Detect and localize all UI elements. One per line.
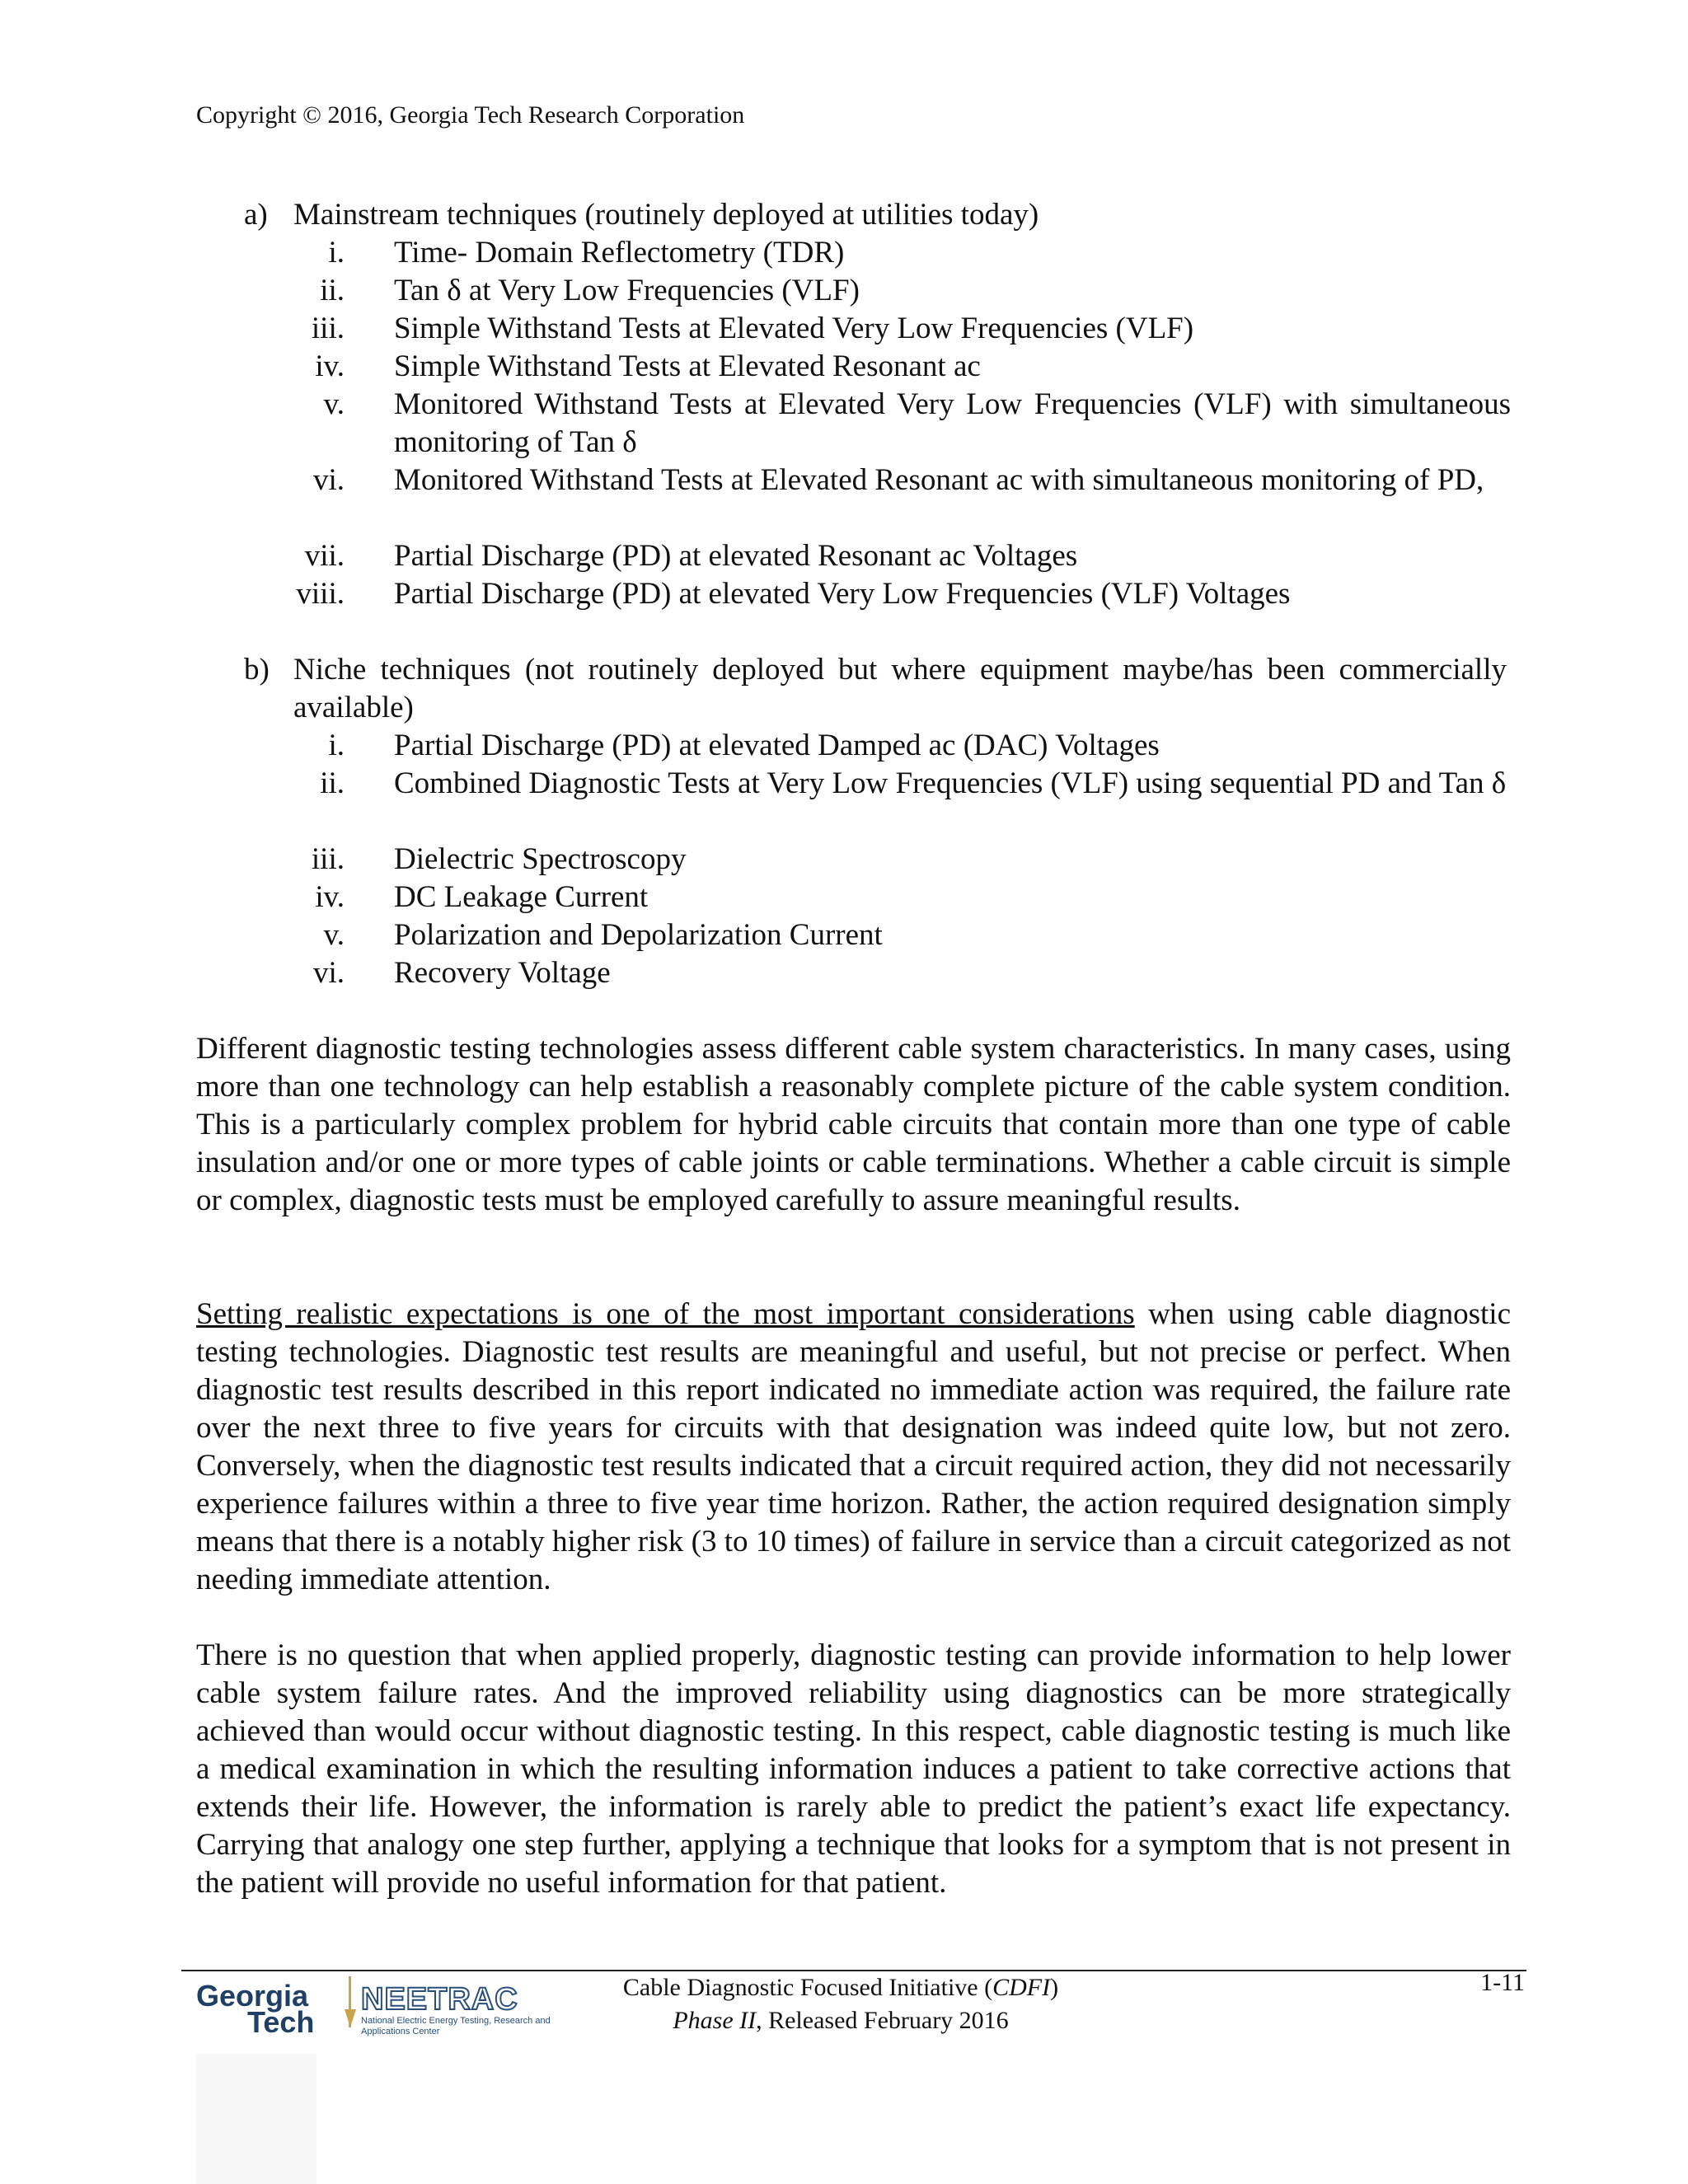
list-item-number: i.: [328, 236, 345, 269]
list-item-number: iii.: [311, 312, 345, 345]
copyright-notice: Copyright © 2016, Georgia Tech Research Corporation: [196, 101, 745, 129]
list-item-number: i.: [328, 729, 345, 762]
paragraph-text: when using cable diagnostic testing technologies. Diagnostic test results are meaningful and useful, but not precise or perfect. When diagnostic test results described in this report indicated no immediate action was required, the failure rate over the next three to five years for circuits with that designation was indeed quite low, but not zero. Conversely, when the diagnostic test results indicated that a circuit required action, they did not necessarily experience failures within a three to five year time horizon. Rather, the action required designation simply means that there is a notably higher risk (3 to 10 times) of failure in service than a circuit categorized as not needing immediate attention.: [196, 1297, 1512, 1596]
list-item-number: ii.: [320, 766, 345, 800]
list-item-text: Time- Domain Reflectometry (TDR): [394, 236, 845, 269]
list-item-text: Simple Withstand Tests at Elevated Resonant ac: [394, 349, 981, 383]
list-a-label: a): [244, 198, 268, 232]
list-item-number: v.: [323, 387, 345, 421]
list-item-number: vii.: [304, 539, 345, 573]
logo-separator-icon: [343, 1976, 358, 2027]
georgia-tech-logo: [196, 1978, 345, 2044]
logo-gt-line2: Tech: [247, 2005, 315, 2039]
list-item-number: iv.: [315, 880, 345, 914]
list-item-text: Combined Diagnostic Tests at Very Low Frequencies (VLF) using sequential PD and Tan δ: [394, 766, 1507, 800]
list-item-number: viii.: [296, 577, 345, 611]
list-item-text: Monitored Withstand Tests at Elevated Very Low Frequencies (VLF) with simultaneous monitoring of Tan δ: [394, 387, 1511, 459]
list-item-number: ii.: [320, 274, 345, 307]
list-item-number: v.: [323, 918, 345, 952]
list-item-text: Polarization and Depolarization Current: [394, 918, 883, 952]
list-item-text: Partial Discharge (PD) at elevated Very Low Frequencies (VLF) Voltages: [394, 577, 1291, 611]
list-b-title: Niche techniques (not routinely deployed but where equipment maybe/has been commercially available): [293, 653, 1507, 724]
footer-title-prefix: Cable Diagnostic Focused Initiative (: [622, 1974, 993, 2001]
page-number: 1-11: [1480, 1969, 1525, 1996]
paragraph-diagnostic-technologies: Different diagnostic testing technologies assess different cable system characteristics. In many cases, using more than one technology can help establish a reasonably complete picture of the cable system condition. This is a particularly complex problem for hybrid cable circuits that contain more than one type of cable insulation and/or one or more types of cable joints or cable terminations. Whether a cable circuit is simple or complex, diagnostic tests must be employed carefully to assure meaningful results.: [196, 1032, 1511, 1217]
underlined-emphasis: Setting realistic expectations is one of the most important considerations: [196, 1297, 1135, 1331]
scan-shade: [196, 2054, 316, 2184]
list-item-text: Partial Discharge (PD) at elevated Resonant ac Voltages: [394, 539, 1078, 573]
footer-title-italic: CDFI: [992, 1974, 1051, 2001]
list-item-number: vi.: [312, 956, 345, 990]
list-b-label: b): [244, 653, 270, 687]
footer-phase-line: [593, 2004, 1088, 2037]
list-item-text: Recovery Voltage: [394, 956, 611, 990]
neetrac-wordmark: NEETRAC: [361, 1982, 518, 2017]
list-item-text: Simple Withstand Tests at Elevated Very Low Frequencies (VLF): [394, 312, 1194, 345]
neetrac-logo: [361, 1983, 559, 2041]
list-item-text: Dielectric Spectroscopy: [394, 842, 687, 876]
footer-title-suffix: ): [1050, 1974, 1059, 2001]
list-item-text: Monitored Withstand Tests at Elevated Resonant ac with simultaneous monitoring of PD,: [394, 463, 1484, 497]
list-item-number: vi.: [312, 463, 345, 497]
list-item-text: Partial Discharge (PD) at elevated Damped ac (DAC) Voltages: [394, 729, 1160, 762]
footer-title: [593, 1971, 1088, 2037]
paragraph-realistic-expectations: [196, 1296, 1511, 1599]
footer-phase-italic: Phase II: [673, 2007, 757, 2034]
list-item-text: Tan δ at Very Low Frequencies (VLF): [394, 274, 860, 307]
paragraph-medical-analogy: There is no question that when applied properly, diagnostic testing can provide information to help lower cable system failure rates. And the improved reliability using diagnostics can be more strategically achieved than would occur without diagnostic testing. In this respect, cable diagnostic testing is much like a medical examination in which the resulting information induces a patient to take corrective actions that extends their life. However, the information is rarely able to predict the patient’s exact life expectancy. Carrying that analogy one step further, applying a technique that looks for a symptom that is not present in the patient will provide no useful information for that patient.: [196, 1638, 1511, 1900]
footer-phase-rest: , Released February 2016: [756, 2007, 1009, 2034]
neetrac-tagline: National Electric Energy Testing, Research and Applications Center: [361, 2016, 551, 2036]
footer-title-line: [593, 1971, 1088, 2004]
list-item-text: DC Leakage Current: [394, 880, 649, 914]
list-a-title: Mainstream techniques (routinely deployed at utilities today): [293, 198, 1039, 232]
list-item-number: iii.: [311, 842, 345, 876]
list-item-number: iv.: [315, 349, 345, 383]
logo-gt-line1: Georgia: [196, 1979, 309, 2013]
